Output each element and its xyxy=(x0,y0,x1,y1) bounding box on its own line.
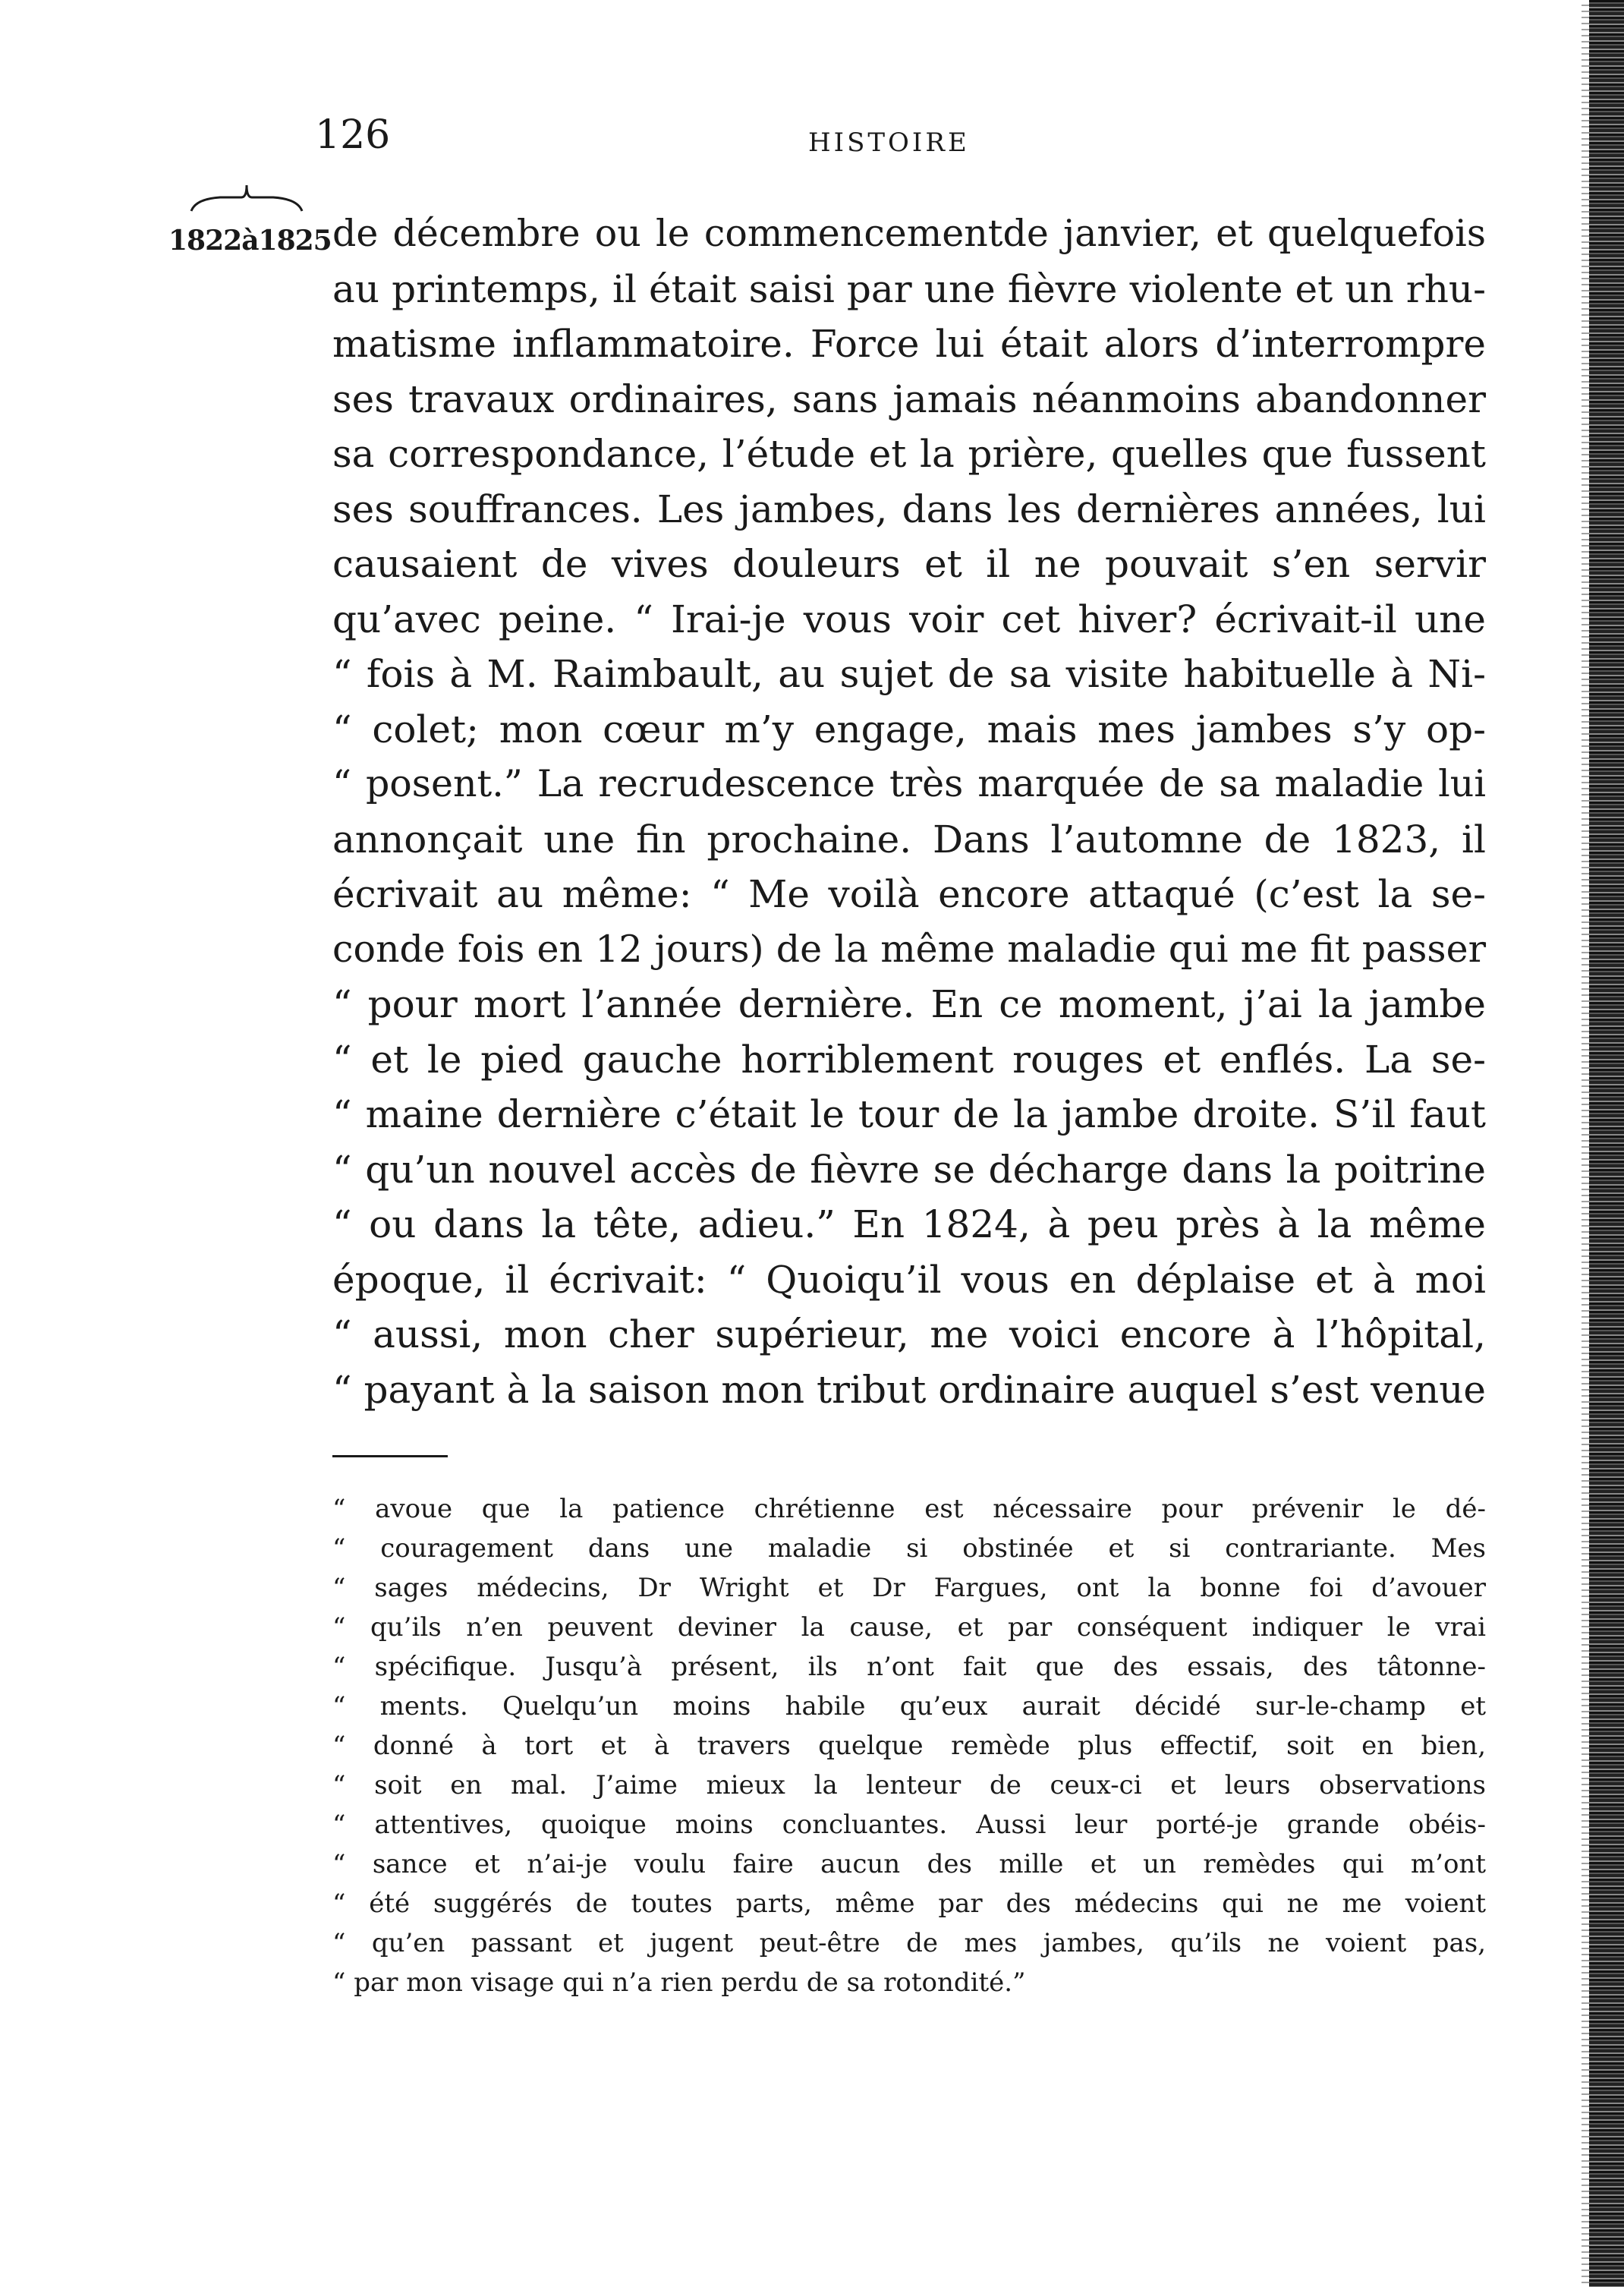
text-line: “ aussi, mon cher supérieur, me voici encore à l’hôpital, xyxy=(332,1312,1486,1356)
text-line: “ maine dernière c’était le tour de la jambe droite. S’il faut xyxy=(332,1092,1486,1136)
running-title: HISTOIRE xyxy=(808,128,970,158)
text-line: matisme inflammatoire. Force lui était alors d’interrompre xyxy=(332,322,1486,366)
date-bracket xyxy=(190,182,304,213)
footnote-rule xyxy=(332,1455,448,1457)
text-line: “ pour mort l’année dernière. En ce moment, j’ai la jambe xyxy=(332,982,1486,1026)
page-number: 126 xyxy=(315,112,391,158)
page-edge-shadow xyxy=(1582,0,1589,2287)
text-line: annonçait une fin prochaine. Dans l’automne de 1823, il xyxy=(332,817,1486,862)
text-line: “ colet; mon cœur m’y engage, mais mes jambes s’y op- xyxy=(332,707,1486,751)
footnote-line: “ couragement dans une maladie si obstinée et si contrariante. Mes xyxy=(332,1533,1486,1564)
footnote-line: “ ments. Quelqu’un moins habile qu’eux aurait décidé sur-le-champ et xyxy=(332,1691,1486,1722)
footnote-line: “ été suggérés de toutes parts, même par des médecins qui ne me voient xyxy=(332,1889,1486,1919)
main-text xyxy=(332,206,1486,1417)
footnote-line: “ sance et n’ai-je voulu faire aucun des mille et un remèdes qui m’ont xyxy=(332,1849,1486,1879)
margin-date-range: 1822à1825 xyxy=(168,225,332,257)
text-line: “ et le pied gauche horriblement rouges et enflés. La se- xyxy=(332,1037,1486,1082)
footnote-line: “ par mon visage qui n’a rien perdu de sa rotondité.” xyxy=(332,1967,1026,1998)
text-line: sa correspondance, l’étude et la prière, quelles que fussent xyxy=(332,432,1486,476)
footnote-line: “ sages médecins, Dr Wright et Dr Fargues, ont la bonne foi d’avouer xyxy=(332,1573,1486,1603)
text-line: conde fois en 12 jours) de la même maladie qui me fit passer xyxy=(332,927,1486,971)
text-line: ses souffrances. Les jambes, dans les dernières années, lui xyxy=(332,487,1486,531)
footnote-line: “ qu’en passant et jugent peut-être de mes jambes, qu’ils ne voient pas, xyxy=(332,1928,1486,1958)
text-line: causaient de vives douleurs et il ne pouvait s’en servir xyxy=(332,542,1486,586)
text-line: “ qu’un nouvel accès de fièvre se décharge dans la poitrine xyxy=(332,1147,1486,1192)
text-line: au printemps, il était saisi par une fièvre violente et un rhu- xyxy=(332,266,1486,311)
footnote-line: “ qu’ils n’en peuvent deviner la cause, et par conséquent indiquer le vrai xyxy=(332,1612,1486,1643)
text-line: époque, il écrivait: “ Quoiqu’il vous en déplaise et à moi xyxy=(332,1257,1486,1302)
text-line: “ posent.” La recrudescence très marquée de sa maladie lui xyxy=(332,762,1486,805)
text-line: “ payant à la saison mon tribut ordinaire auquel s’est venue xyxy=(332,1367,1486,1412)
footnote-line: “ attentives, quoique moins concluantes. Aussi leur porté-je grande obéis- xyxy=(332,1810,1486,1840)
footnote xyxy=(332,1489,1486,2002)
text-line: “ fois à M. Raimbault, au sujet de sa visite habituelle à Ni- xyxy=(332,652,1486,696)
footnote-line: “ donné à tort et à travers quelque remède plus effectif, soit en bien, xyxy=(332,1731,1486,1761)
footnote-line: “ avoue que la patience chrétienne est nécessaire pour prévenir le dé- xyxy=(332,1494,1486,1524)
page-edge-binding xyxy=(1589,0,1624,2287)
text-line: ses travaux ordinaires, sans jamais néanmoins abandonner xyxy=(332,376,1486,421)
footnote-line: “ soit en mal. J’aime mieux la lenteur de ceux-ci et leurs observations xyxy=(332,1770,1486,1800)
footnote-line: “ spécifique. Jusqu’à présent, ils n’ont fait que des essais, des tâtonne- xyxy=(332,1652,1486,1682)
text-line: qu’avec peine. “ Irai-je vous voir cet hiver? écrivait-il une xyxy=(332,597,1486,641)
text-line: de décembre ou le commencementde janvier, et quelquefois xyxy=(332,212,1486,255)
text-line: “ ou dans la tête, adieu.” En 1824, à peu près à la même xyxy=(332,1202,1486,1246)
text-line: écrivait au même: “ Me voilà encore attaqué (c’est la se- xyxy=(332,872,1486,916)
